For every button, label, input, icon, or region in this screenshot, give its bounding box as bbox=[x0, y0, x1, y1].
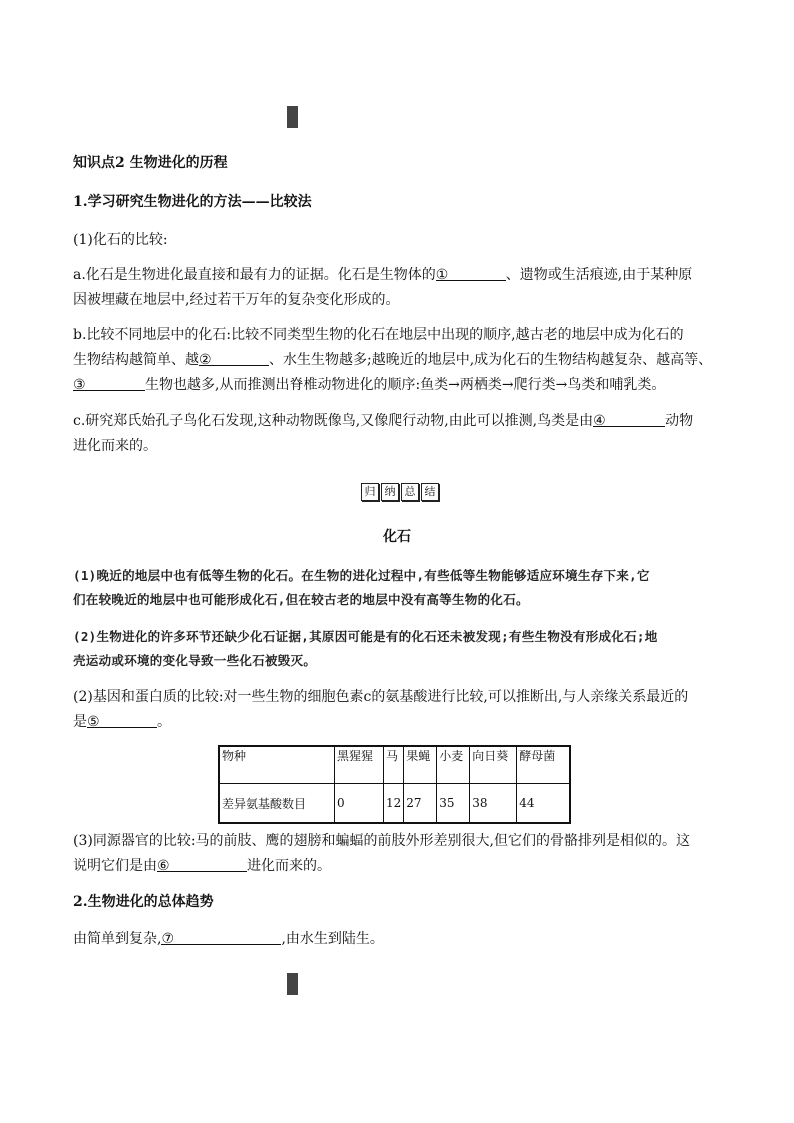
table-cell: 27 bbox=[404, 784, 437, 824]
table-cell: 差异氨基酸数目 bbox=[219, 784, 335, 824]
paragraph-c-line1 bbox=[73, 411, 723, 431]
note-1-line2: 们在较晚近的地层中也可能形成化石,但在较古老的地层中没有高等生物的化石。 bbox=[73, 592, 529, 607]
gene-compare-text: 是 bbox=[73, 714, 87, 730]
method-title: 1.学习研究生物进化的方法——比较法 bbox=[73, 194, 312, 210]
homologous-line2 bbox=[73, 856, 723, 876]
fossil-compare-title: (1)化石的比较: bbox=[73, 232, 168, 248]
paragraph-b-line1: b.比较不同地层中的化石:比较不同类型生物的化石在地层中出现的顺序,越古老的地层中成为化石的 bbox=[73, 327, 684, 343]
section-marker-top bbox=[287, 106, 298, 128]
section-heading: 知识点2 生物进化的历程 bbox=[73, 155, 228, 171]
paragraph-a-line1 bbox=[73, 265, 723, 285]
table-row bbox=[219, 784, 570, 824]
blank-5-mark: ⑤ bbox=[87, 714, 100, 730]
paragraph-a-text: a.化石是生物进化最直接和最有力的证据。化石是生物体的 bbox=[73, 267, 436, 283]
blank-2-mark: ② bbox=[199, 352, 212, 368]
badge-char-2: 纳 bbox=[381, 483, 399, 501]
table-cell: 44 bbox=[517, 784, 571, 824]
badge-char-4: 结 bbox=[421, 483, 439, 501]
table-cell: 物种 bbox=[219, 746, 335, 784]
table-header-row bbox=[219, 746, 570, 784]
blank-4-mark: ④ bbox=[593, 413, 606, 429]
table-cell: 酵母菌 bbox=[517, 746, 571, 784]
table-cell: 35 bbox=[437, 784, 470, 824]
badge-char-1: 归 bbox=[361, 483, 379, 501]
blank-7[interactable] bbox=[161, 929, 281, 945]
paragraph-c-text-cont: 动物 bbox=[665, 413, 694, 429]
paragraph-c-line2: 进化而来的。 bbox=[73, 438, 157, 454]
paragraph-c-text: c.研究郑氏始孔子鸟化石发现,这种动物既像鸟,又像爬行动物,由此可以推测,鸟类是由 bbox=[73, 413, 594, 429]
paragraph-b-text: 生物结构越简单、越 bbox=[73, 352, 199, 368]
gene-compare-end: 。 bbox=[157, 714, 171, 730]
blank-7-mark: ⑦ bbox=[161, 931, 175, 947]
homologous-text-end: 进化而来的。 bbox=[247, 858, 331, 874]
summary-title: 化石 bbox=[383, 529, 411, 545]
amino-acid-table bbox=[218, 745, 571, 824]
table-cell: 38 bbox=[470, 784, 517, 824]
trend-title: 2.生物进化的总体趋势 bbox=[73, 894, 214, 910]
note-1-line1: (1)晚近的地层中也有低等生物的化石。在生物的进化过程中,有些低等生物能够适应环境生存下来,它 bbox=[73, 568, 650, 583]
blank-2[interactable] bbox=[199, 350, 269, 366]
paragraph-b-line3 bbox=[73, 375, 723, 395]
trend-line bbox=[73, 929, 723, 949]
paragraph-b-text-end: 生物也越多,从而推测出脊椎动物进化的顺序:鱼类→两栖类→爬行类→鸟类和哺乳类。 bbox=[145, 377, 666, 393]
gene-compare-line2 bbox=[73, 712, 723, 732]
blank-3-mark: ③ bbox=[73, 377, 86, 393]
paragraph-b-text-cont: 、水生生物越多;越晚近的地层中,成为化石的生物结构越复杂、越高等、 bbox=[269, 352, 713, 368]
gene-compare-line1: (2)基因和蛋白质的比较:对一些生物的细胞色素c的氨基酸进行比较,可以推断出,与人亲缘关系最近的 bbox=[73, 689, 689, 705]
paragraph-b-line2 bbox=[73, 350, 723, 370]
badge-char-3: 总 bbox=[401, 483, 419, 501]
table-cell: 小麦 bbox=[437, 746, 470, 784]
table-cell: 12 bbox=[384, 784, 404, 824]
note-2-line2: 壳运动或环境的变化导致一些化石被毁灭。 bbox=[73, 653, 317, 668]
homologous-line1: (3)同源器官的比较:马的前肢、鹰的翅膀和蝙蝠的前肢外形差别很大,但它们的骨骼排列是相似的。这 bbox=[73, 833, 690, 849]
trend-text-end: ,由水生到陆生。 bbox=[281, 931, 384, 947]
blank-1[interactable] bbox=[436, 265, 506, 281]
blank-6[interactable] bbox=[157, 856, 247, 872]
note-2-line1: (2)生物进化的许多环节还缺少化石证据,其原因可能是有的化石还未被发现;有些生物没有形成化石;地 bbox=[73, 629, 658, 644]
section-marker-bottom bbox=[287, 973, 298, 995]
blank-5[interactable] bbox=[87, 712, 157, 728]
table-cell: 向日葵 bbox=[470, 746, 517, 784]
paragraph-a-line2: 因被埋藏在地层中,经过若干万年的复杂变化形成的。 bbox=[73, 292, 400, 308]
summary-badge bbox=[361, 483, 439, 501]
table-cell: 果蝇 bbox=[404, 746, 437, 784]
table-cell: 黑猩猩 bbox=[335, 746, 384, 784]
homologous-text: 说明它们是由 bbox=[73, 858, 157, 874]
trend-text: 由简单到复杂, bbox=[73, 931, 162, 947]
blank-4[interactable] bbox=[593, 411, 665, 427]
blank-3[interactable] bbox=[73, 375, 145, 391]
blank-6-mark: ⑥ bbox=[157, 858, 170, 874]
table-cell: 0 bbox=[335, 784, 384, 824]
paragraph-a-text-cont: 、遗物或生活痕迹,由于某种原 bbox=[505, 267, 693, 283]
blank-1-mark: ① bbox=[435, 267, 449, 283]
table-cell: 马 bbox=[384, 746, 404, 784]
